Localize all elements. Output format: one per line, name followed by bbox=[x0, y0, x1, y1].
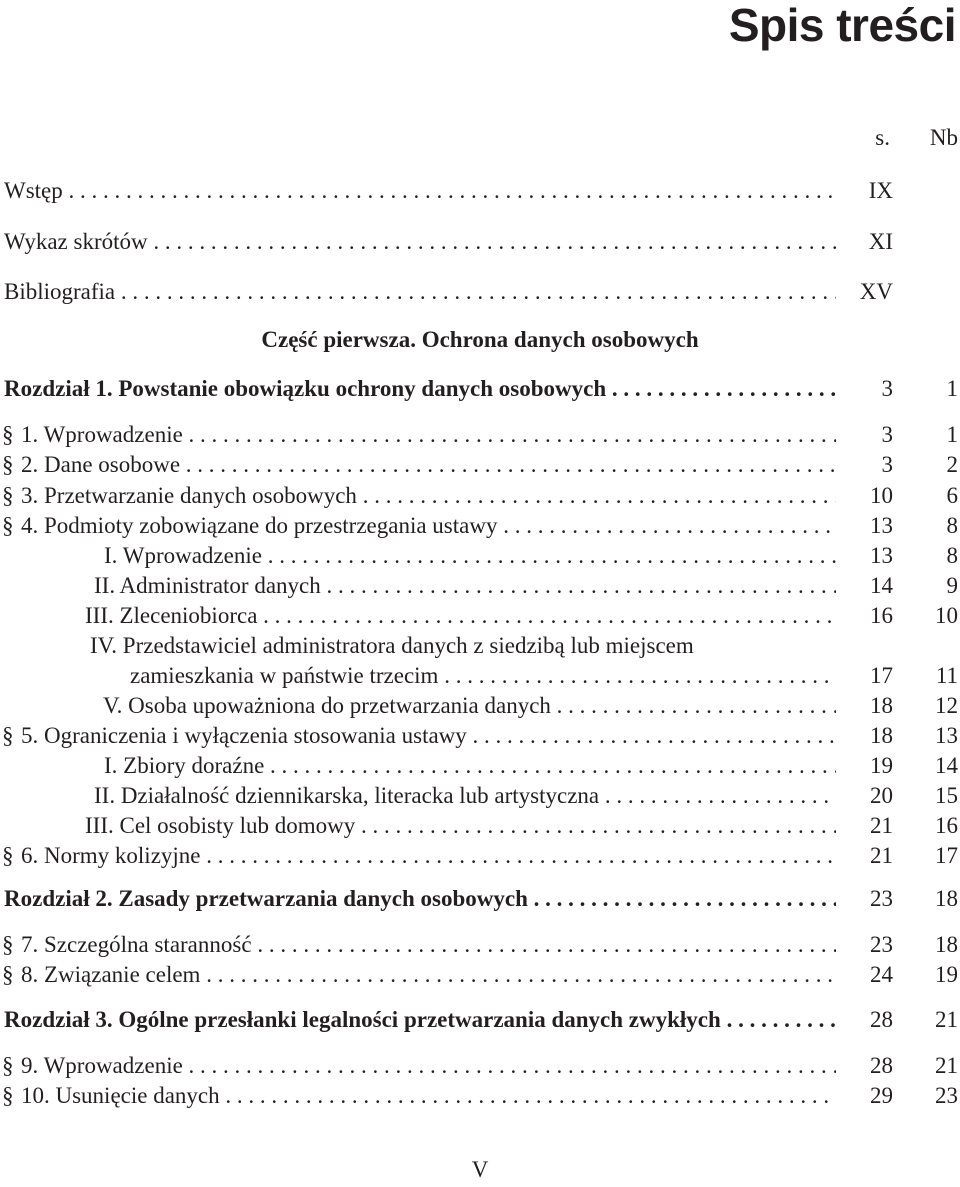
page-folio: V bbox=[471, 1157, 489, 1182]
toc-entry-page: 3 bbox=[881, 452, 893, 477]
section-sign: § bbox=[2, 723, 14, 748]
section-sign: § bbox=[2, 452, 14, 477]
toc-subentry[interactable] bbox=[0, 751, 960, 781]
toc-entry-label: 1. Wprowadzenie . . . bbox=[21, 420, 836, 450]
toc-subentry[interactable] bbox=[0, 541, 960, 571]
toc-entry-margin-number: 12 bbox=[935, 693, 958, 718]
toc-entry-label: Wykaz skrótów . . . bbox=[4, 227, 836, 257]
toc-entry[interactable] bbox=[0, 960, 960, 990]
toc-entry-page: 23 bbox=[870, 932, 893, 957]
toc-entry-label: IV. Przedstawiciel administratora danych z siedzibą lub miejscem bbox=[90, 633, 694, 658]
toc-entry-page: 3 bbox=[881, 376, 893, 401]
section-sign: § bbox=[2, 1083, 14, 1108]
toc-entry-page: XI bbox=[868, 229, 893, 254]
toc-entry-label: 10. Usunięcie danych . . . bbox=[21, 1081, 836, 1111]
toc-entry[interactable] bbox=[0, 450, 960, 480]
toc-entry-label: 2. Dane osobowe . . . bbox=[21, 450, 836, 480]
toc-entry-page: 3 bbox=[881, 422, 893, 447]
toc-entry[interactable] bbox=[0, 930, 960, 960]
toc-entry-margin-number: 21 bbox=[935, 1007, 958, 1032]
toc-chapter[interactable] bbox=[0, 1005, 960, 1035]
toc-entry-margin-number: 16 bbox=[935, 813, 958, 838]
chapter-label: Rozdział 1. Powstanie obowiązku ochrony danych osobowych . . . bbox=[4, 374, 836, 404]
toc-entry-page: 20 bbox=[870, 783, 893, 808]
toc-entry-label: 9. Wprowadzenie . . . bbox=[21, 1051, 836, 1081]
toc-entry-label: III. Zleceniobiorca . . . bbox=[85, 601, 836, 631]
toc-entry-label: Bibliografia . . . bbox=[4, 277, 836, 307]
toc-entry-label: 8. Związanie celem . . . bbox=[21, 960, 836, 990]
section-sign: § bbox=[2, 483, 14, 508]
toc-entry[interactable] bbox=[0, 420, 960, 450]
toc-entry-label: I. Zbiory doraźne . . . bbox=[104, 751, 836, 781]
toc-entry-page: 10 bbox=[870, 483, 893, 508]
toc-entry[interactable] bbox=[0, 511, 960, 541]
toc-entry-page: 23 bbox=[870, 886, 893, 911]
toc-entry-label: II. Administrator danych . . . bbox=[94, 571, 836, 601]
toc-entry-page: 18 bbox=[870, 723, 893, 748]
section-sign: § bbox=[2, 513, 14, 538]
column-header-page: s. bbox=[875, 125, 890, 150]
toc-entry-margin-number: 9 bbox=[946, 573, 958, 598]
toc-entry-label: 5. Ograniczenia i wyłączenia stosowania ustawy . . . bbox=[21, 721, 836, 751]
toc-entry-margin-number: 6 bbox=[946, 483, 958, 508]
toc-entry[interactable] bbox=[0, 841, 960, 871]
column-header-margin-number: Nb bbox=[929, 125, 958, 150]
toc-entry-label: 4. Podmioty zobowiązane do przestrzegania ustawy . . . bbox=[21, 511, 836, 541]
toc-entry-page: 13 bbox=[870, 543, 893, 568]
toc-subentry[interactable] bbox=[0, 601, 960, 631]
toc-entry-page: 21 bbox=[870, 843, 893, 868]
section-sign: § bbox=[2, 932, 14, 957]
toc-entry-margin-number: 15 bbox=[935, 783, 958, 808]
toc-subentry[interactable] bbox=[0, 691, 960, 721]
toc-entry-label: zamieszkania w państwie trzecim . . . bbox=[130, 661, 836, 691]
toc-entry-label: I. Wprowadzenie . . . bbox=[104, 541, 836, 571]
section-sign: § bbox=[2, 1053, 14, 1078]
section-sign: § bbox=[2, 422, 14, 447]
toc-entry-label: 6. Normy kolizyjne . . . bbox=[21, 841, 836, 871]
toc-entry[interactable] bbox=[0, 721, 960, 751]
toc-entry-label: II. Działalność dziennikarska, literacka lub artystyczna . . . bbox=[94, 781, 836, 811]
toc-entry-margin-number: 17 bbox=[935, 843, 958, 868]
chapter-label: Rozdział 3. Ogólne przesłanki legalności przetwarzania danych zwykłych . . . bbox=[4, 1005, 836, 1035]
toc-entry-front[interactable] bbox=[0, 176, 960, 206]
toc-entry-margin-number: 23 bbox=[935, 1083, 958, 1108]
toc-entry-margin-number: 8 bbox=[946, 513, 958, 538]
toc-entry-page: 14 bbox=[870, 573, 893, 598]
toc-entry[interactable] bbox=[0, 481, 960, 511]
toc-entry-margin-number: 1 bbox=[946, 376, 958, 401]
toc-entry-page: 13 bbox=[870, 513, 893, 538]
toc-entry-margin-number: 10 bbox=[935, 603, 958, 628]
toc-entry-margin-number: 18 bbox=[935, 886, 958, 911]
toc-entry-front[interactable] bbox=[0, 277, 960, 307]
toc-entry-margin-number: 8 bbox=[946, 543, 958, 568]
toc-entry-label: Wstęp . . . bbox=[4, 176, 836, 206]
toc-entry-label: III. Cel osobisty lub domowy . . . bbox=[85, 811, 836, 841]
toc-entry-margin-number: 11 bbox=[935, 663, 958, 688]
toc-chapter[interactable] bbox=[0, 374, 960, 404]
toc-entry-page: XV bbox=[859, 279, 893, 304]
part-heading: Część pierwsza. Ochrona danych osobowych bbox=[261, 327, 699, 352]
toc-subentry-continuation[interactable] bbox=[0, 661, 960, 691]
toc-entry-margin-number: 14 bbox=[935, 753, 958, 778]
toc-entry-page: 19 bbox=[870, 753, 893, 778]
section-sign: § bbox=[2, 962, 14, 987]
toc-entry-margin-number: 18 bbox=[935, 932, 958, 957]
toc-entry[interactable] bbox=[0, 1051, 960, 1081]
toc-entry-label: 7. Szczególna staranność . . . bbox=[21, 930, 836, 960]
toc-entry-page: 28 bbox=[870, 1007, 893, 1032]
toc-entry-page: 29 bbox=[870, 1083, 893, 1108]
chapter-label: Rozdział 2. Zasady przetwarzania danych osobowych . . . bbox=[4, 884, 836, 914]
toc-entry-page: 28 bbox=[870, 1053, 893, 1078]
toc-subentry[interactable] bbox=[0, 811, 960, 841]
toc-entry-front[interactable] bbox=[0, 227, 960, 257]
toc-entry-page: 17 bbox=[870, 663, 893, 688]
toc-entry-margin-number: 19 bbox=[935, 962, 958, 987]
toc-entry-margin-number: 1 bbox=[946, 422, 958, 447]
toc-chapter[interactable] bbox=[0, 884, 960, 914]
toc-entry-margin-number: 21 bbox=[935, 1053, 958, 1078]
toc-entry-margin-number: 13 bbox=[935, 723, 958, 748]
toc-entry-margin-number: 2 bbox=[946, 452, 958, 477]
toc-subentry[interactable] bbox=[0, 631, 960, 661]
toc-entry[interactable] bbox=[0, 1081, 960, 1111]
toc-entry-label: V. Osoba upoważniona do przetwarzania danych . . . bbox=[103, 691, 836, 721]
toc-entry-page: 24 bbox=[870, 962, 893, 987]
toc-entry-label: 3. Przetwarzanie danych osobowych . . . bbox=[21, 481, 836, 511]
toc-subentry[interactable] bbox=[0, 571, 960, 601]
toc-entry-page: 21 bbox=[870, 813, 893, 838]
toc-entry-page: IX bbox=[868, 178, 893, 203]
toc-entry-page: 16 bbox=[870, 603, 893, 628]
page-title: Spis treści bbox=[728, 0, 956, 51]
toc-subentry[interactable] bbox=[0, 781, 960, 811]
section-sign: § bbox=[2, 843, 14, 868]
toc-entry-page: 18 bbox=[870, 693, 893, 718]
